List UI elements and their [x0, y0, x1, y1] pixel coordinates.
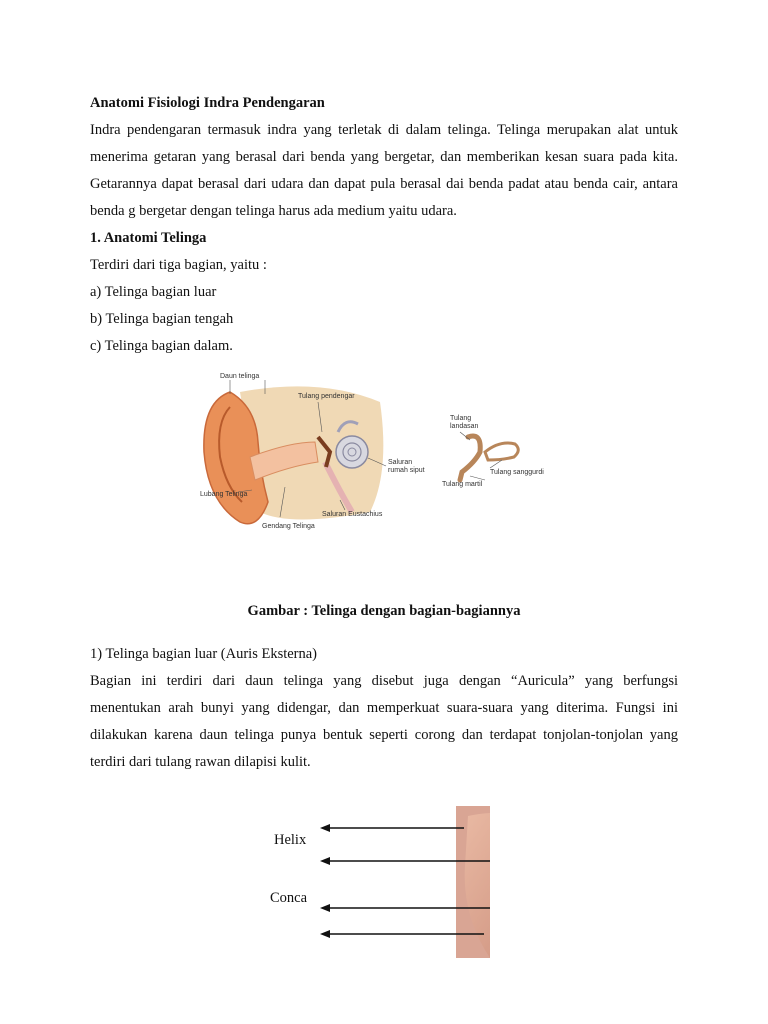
- label-lubang-telinga: Lubang Telinga: [200, 491, 248, 498]
- list-item-outer: a) Telinga bagian luar: [90, 284, 217, 300]
- label-saluran-1: Saluran: [388, 459, 413, 466]
- label-tulang-sanggurdi: Tulang sanggurdi: [490, 469, 544, 476]
- cochlea-shape: [336, 436, 368, 468]
- subsection-heading: 1) Telinga bagian luar (Auris Eksterna): [90, 646, 318, 662]
- stapes-shape: [485, 443, 518, 460]
- figure-caption: Gambar : Telinga dengan bagian-bagiannya: [247, 603, 521, 619]
- intro-line-2: menerima getaran yang berasal dari benda yang bergetar, dan memberikan kesan suara pada kita.: [90, 149, 678, 165]
- label-tulang-landasan-2: landasan: [450, 423, 479, 430]
- body-line-2: menentukan arah bunyi yang didengar, dan memperkuat suara-suara yang diterima. Fungsi ini: [90, 700, 678, 716]
- intro-line-3: Getarannya dapat berasal dari udara dan dapat pula berasal dai benda padat atau benda cair, antara: [90, 176, 678, 192]
- auricle-figure: [90, 806, 678, 966]
- document-title: Anatomi Fisiologi Indra Pendengaran: [90, 95, 325, 111]
- label-saluran-2: rumah siput: [388, 467, 425, 474]
- auricle-illustration: [90, 806, 490, 966]
- document-page: [90, 90, 678, 966]
- intro-line-1: Indra pendengaran termasuk indra yang terletak di dalam telinga. Telinga merupakan alat untuk: [90, 122, 678, 138]
- intro-line-4: benda g bergetar dengan telinga harus ada medium yaitu udara.: [90, 203, 457, 219]
- body-line-1: Bagian ini terdiri dari daun telinga yang disebut juga dengan “Auricula” yang berfungsi: [90, 673, 678, 689]
- list-item-middle: b) Telinga bagian tengah: [90, 311, 234, 327]
- ear-anatomy-figure: [90, 362, 678, 542]
- ear-anatomy-illustration: [90, 362, 678, 542]
- label-saluran-eustachius: Saluran Eustachius: [322, 511, 383, 518]
- label-tulang-pendengar: Tulang pendengar: [298, 393, 355, 400]
- label-daun-telinga: Daun telinga: [220, 373, 260, 380]
- malleus-incus-shape: [460, 436, 480, 480]
- body-line-4: terdiri dari tulang rawan dilapisi kulit.: [90, 754, 311, 770]
- helix-label: Helix: [274, 832, 307, 848]
- label-tulang-martil: Tulang martil: [442, 481, 483, 488]
- section-lead: Terdiri dari tiga bagian, yaitu :: [90, 257, 267, 273]
- label-tulang-landasan-1: Tulang: [450, 415, 472, 422]
- label-gendang-telinga: Gendang Telinga: [262, 523, 315, 530]
- body-line-3: dilakukan karena daun telinga punya bentuk seperti corong dan terdapat tonjolan-tonjolan yang: [90, 727, 678, 743]
- section-heading: 1. Anatomi Telinga: [90, 230, 207, 246]
- conca-label: Conca: [270, 890, 308, 906]
- list-item-inner: c) Telinga bagian dalam.: [90, 338, 233, 354]
